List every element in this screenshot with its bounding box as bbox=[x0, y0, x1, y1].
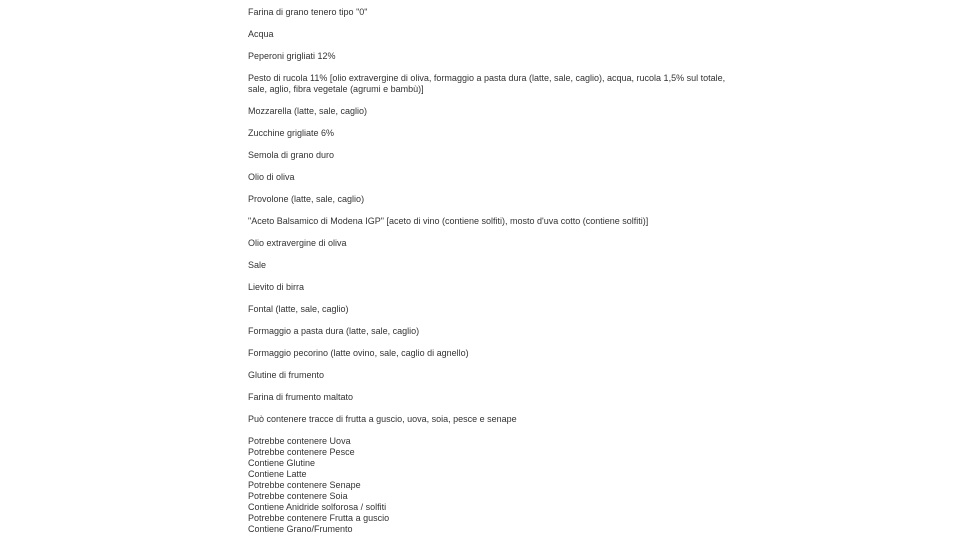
ingredient-item: Semola di grano duro bbox=[248, 150, 335, 160]
ingredient-item: Glutine di frumento bbox=[248, 370, 325, 380]
ingredient-item: Fontal (latte, sale, caglio) bbox=[248, 304, 349, 314]
allergen-traces-note: Può contenere tracce di frutta a guscio, uova, soia, pesce e senape bbox=[248, 414, 517, 424]
ingredient-item: Acqua bbox=[248, 29, 274, 39]
allergen-item: Contiene Latte bbox=[248, 469, 307, 479]
allergen-item: Potrebbe contenere Pesce bbox=[248, 447, 355, 457]
ingredient-item: Peperoni grigliati 12% bbox=[248, 51, 336, 61]
ingredient-item: Olio di oliva bbox=[248, 172, 295, 182]
ingredients-section bbox=[248, 7, 728, 535]
ingredient-item: Formaggio pecorino (latte ovino, sale, caglio di agnello) bbox=[248, 348, 469, 358]
ingredient-item: Formaggio a pasta dura (latte, sale, caglio) bbox=[248, 326, 420, 336]
ingredient-item: Zucchine grigliate 6% bbox=[248, 128, 335, 138]
ingredient-item: Mozzarella (latte, sale, caglio) bbox=[248, 106, 368, 116]
allergen-list bbox=[248, 436, 728, 535]
ingredient-item: "Aceto Balsamico di Modena IGP" [aceto di vino (contiene solfiti), mosto d'uva cotto (contiene solfiti)] bbox=[248, 216, 649, 226]
allergen-item: Contiene Anidride solforosa / solfiti bbox=[248, 502, 387, 512]
ingredient-item: Lievito di birra bbox=[248, 282, 305, 292]
allergen-item: Potrebbe contenere Frutta a guscio bbox=[248, 513, 390, 523]
allergen-item: Potrebbe contenere Senape bbox=[248, 480, 361, 490]
ingredient-item: Sale bbox=[248, 260, 267, 270]
ingredient-item: Olio extravergine di oliva bbox=[248, 238, 347, 248]
ingredient-item: Pesto di rucola 11% [olio extravergine di oliva, formaggio a pasta dura (latte, sale, caglio), acqua, rucola 1,5% sul totale, sale, aglio, fibra vegetale (agrumi e bambù)] bbox=[248, 73, 726, 94]
ingredient-item: Provolone (latte, sale, caglio) bbox=[248, 194, 365, 204]
ingredient-item: Farina di grano tenero tipo "0" bbox=[248, 7, 368, 17]
allergen-item: Potrebbe contenere Uova bbox=[248, 436, 351, 446]
allergen-item: Contiene Grano/Frumento bbox=[248, 524, 353, 534]
ingredient-item: Farina di frumento maltato bbox=[248, 392, 354, 402]
allergen-item: Contiene Glutine bbox=[248, 458, 316, 468]
allergen-item: Potrebbe contenere Soia bbox=[248, 491, 348, 501]
